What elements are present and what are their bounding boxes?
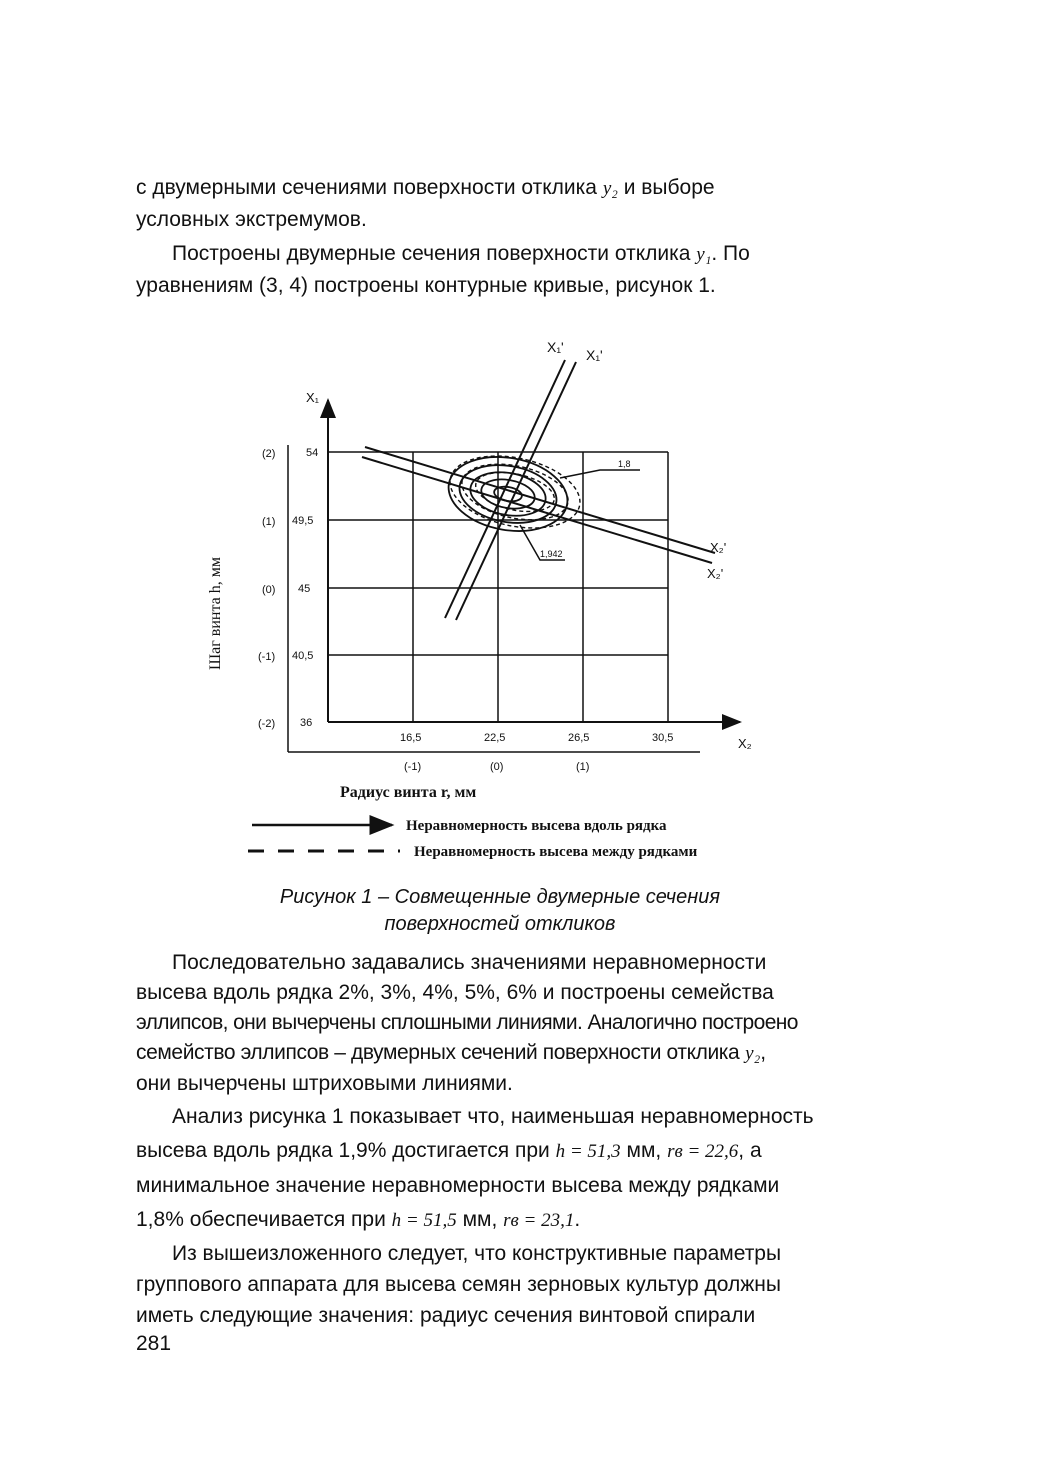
formula-r-2: rв = 23,1	[503, 1210, 575, 1231]
y-tick-36: 36	[300, 717, 313, 729]
formula-h-2: h = 51,5	[391, 1210, 457, 1231]
paragraph-4-line-2b: мм,	[626, 1139, 662, 1162]
paragraph-4-line-4c: .	[574, 1208, 581, 1231]
paragraph-5	[136, 1238, 858, 1331]
rotated-axis-x2	[362, 447, 715, 563]
y-tick-49-5: 49,5	[292, 515, 314, 527]
x-code-0: (0)	[490, 761, 504, 773]
variable-y2: y₂	[602, 178, 618, 199]
y-code-2: (2)	[262, 448, 276, 460]
rotated-axis-x1-label-b: X₁'	[586, 347, 603, 363]
contour-label-1-leader	[560, 470, 640, 478]
paragraph-3-line-3: эллипсов, они вычерчены сплошными линиями. Аналогично построено	[136, 1011, 798, 1034]
paragraph-1-line-1-end: и выборе	[623, 176, 715, 199]
variable-y2-b: y₂	[745, 1043, 761, 1064]
paragraph-4-line-4a: 1,8% обеспечивается при	[136, 1208, 386, 1231]
paragraph-5-line-1: Из вышеизложенного следует, что конструктивные параметры	[172, 1242, 782, 1265]
y-code-1: (1)	[262, 516, 276, 528]
paragraph-4-line-3: минимальное значение неравномерности высева между рядками	[136, 1174, 780, 1197]
paragraph-1-line-1: с двумерными сечениями поверхности отклика	[136, 176, 597, 199]
legend-dashed-label: Неравномерность высева между рядками	[414, 844, 698, 860]
paragraph-4-line-4b: мм,	[462, 1208, 498, 1231]
formula-h-1: h = 51,3	[555, 1141, 621, 1162]
paragraph-3-line-2: высева вдоль рядка 2%, 3%, 4%, 5%, 6% и построены семейства	[136, 981, 774, 1004]
y-code-minus-1: (-1)	[258, 651, 276, 663]
paragraph-2-line-1: Построены двумерные сечения поверхности отклика	[172, 242, 691, 265]
page-number: 281	[136, 1332, 172, 1355]
paragraph-3-line-1: Последовательно задавались значениями неравномерности	[172, 951, 767, 974]
rotated-axis-x1-label: X₁'	[547, 339, 564, 355]
y-code-minus-2: (-2)	[258, 718, 276, 730]
x-tick-22-5: 22,5	[484, 732, 506, 744]
legend-solid-label: Неравномерность высева вдоль рядка	[406, 818, 667, 834]
x-tick-30-5: 30,5	[652, 732, 674, 744]
figure-caption-line-1: Рисунок 1 – Совмещенные двумерные сечения	[279, 886, 721, 908]
paragraph-2-line-1-end: . По	[711, 242, 750, 265]
paragraph-5-line-3: иметь следующие значения: радиус сечения винтовой спирали	[136, 1304, 756, 1327]
paragraph-3-line-4-end: ,	[760, 1041, 767, 1064]
paragraph-5-line-2: группового аппарата для высева семян зерновых культур должны	[136, 1273, 781, 1296]
x-axis-symbol: X₂	[738, 736, 752, 751]
contour-label-1: 1,8	[618, 459, 631, 469]
y-code-0: (0)	[262, 584, 276, 596]
paragraph-4	[136, 1100, 858, 1238]
grid	[328, 452, 668, 722]
rotated-axis-x2-label-b: X₂'	[707, 566, 724, 581]
y-axis-symbol: X₁	[306, 390, 320, 405]
y-axis-title: Шаг винта h, мм	[207, 556, 224, 670]
figure-caption	[180, 884, 820, 938]
x-tick-16-5: 16,5	[400, 732, 422, 744]
paragraph-4-line-2c: , а	[738, 1139, 762, 1162]
contour-label-2: 1,942	[540, 549, 563, 559]
formula-r-1: rв = 22,6	[667, 1141, 739, 1162]
x-code-minus-1: (-1)	[404, 761, 422, 773]
paragraph-3-line-5: они вычерчены штриховыми линиями.	[136, 1072, 513, 1095]
x-code-1: (1)	[576, 761, 590, 773]
y-tick-45: 45	[298, 583, 311, 595]
rotated-axis-x1	[445, 360, 576, 620]
x-axis-title: Радиус винта r, мм	[340, 784, 477, 801]
paragraph-4-line-1: Анализ рисунка 1 показывает что, наименьшая неравномерность	[172, 1105, 814, 1128]
y-tick-54: 54	[306, 447, 319, 459]
paragraph-3-line-4: семейство эллипсов – двумерных сечений поверхности отклика	[136, 1041, 740, 1064]
x-tick-26-5: 26,5	[568, 732, 590, 744]
rotated-axis-x2-label: X₂'	[710, 540, 727, 555]
figure-caption-line-2: поверхностей откликов	[384, 913, 616, 935]
variable-y1: y₁	[696, 244, 712, 265]
y-tick-40-5: 40,5	[292, 650, 314, 662]
paragraph-3	[136, 948, 858, 1099]
paragraph-2-line-2: уравнениям (3, 4) построены контурные кривые, рисунок 1.	[136, 274, 716, 297]
paragraph-1-line-2: условных экстремумов.	[136, 208, 367, 231]
paragraph-4-line-2a: высева вдоль рядка 1,9% достигается при	[136, 1139, 550, 1162]
